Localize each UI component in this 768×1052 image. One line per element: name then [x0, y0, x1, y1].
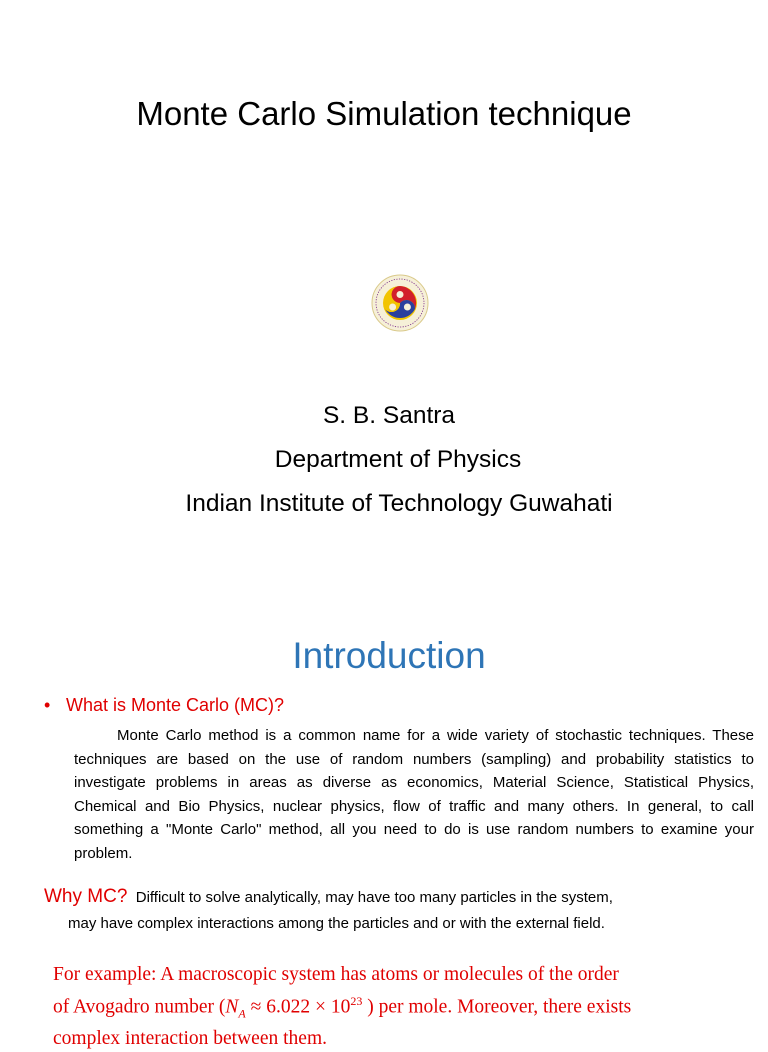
- body-paragraph: Monte Carlo method is a common name for a wide variety of stochastic techniques. These techniques are based on the use of random numbers (sampling) and probability statistics to investigate problems in areas as diverse as economics, Material Science, Statistical Physics, Chemical and Bio Physics, nuclear physics, flow of traffic and many others. In general, to call something a "Monte Carlo" method, all you need to do is use random numbers to examine your problem.: [74, 727, 754, 862]
- avogadro-subscript: A: [238, 1006, 246, 1021]
- example-line-3: complex interaction between them.: [53, 1028, 327, 1050]
- iit-guwahati-logo-icon: [371, 274, 429, 332]
- avogadro-symbol: N: [225, 996, 239, 1018]
- institute-name: Indian Institute of Technology Guwahati: [185, 490, 613, 517]
- slide-title: Monte Carlo Simulation technique: [136, 95, 632, 132]
- why-mc-block: [44, 884, 734, 937]
- author-name: S. B. Santra: [322, 402, 456, 429]
- department-name: Department of Physics: [274, 446, 522, 473]
- avogadro-value: ≈ 6.022 × 10: [245, 996, 351, 1018]
- example-line-1: For example: A macroscopic system has atoms or molecules of the order: [53, 964, 619, 985]
- example-line-2-start: of Avogadro number (: [53, 996, 226, 1018]
- example-line-2-end: ) per mole. Moreover, there exists: [362, 996, 632, 1018]
- bullet-item: [44, 692, 284, 718]
- author-block: [0, 394, 768, 526]
- section-heading: Introduction: [292, 635, 486, 676]
- example-block: [53, 962, 753, 1052]
- bullet-icon: •: [44, 695, 51, 715]
- why-mc-line-1: Difficult to solve analytically, may have too many particles in the system,: [135, 889, 613, 906]
- avogadro-exponent: 23: [350, 994, 363, 1008]
- example-line-2: [53, 988, 753, 1026]
- why-mc-line-2: may have complex interactions among the particles and or with the external field.: [68, 915, 605, 932]
- why-mc-heading: Why MC?: [44, 886, 128, 907]
- bullet-text: What is Monte Carlo (MC)?: [66, 695, 285, 715]
